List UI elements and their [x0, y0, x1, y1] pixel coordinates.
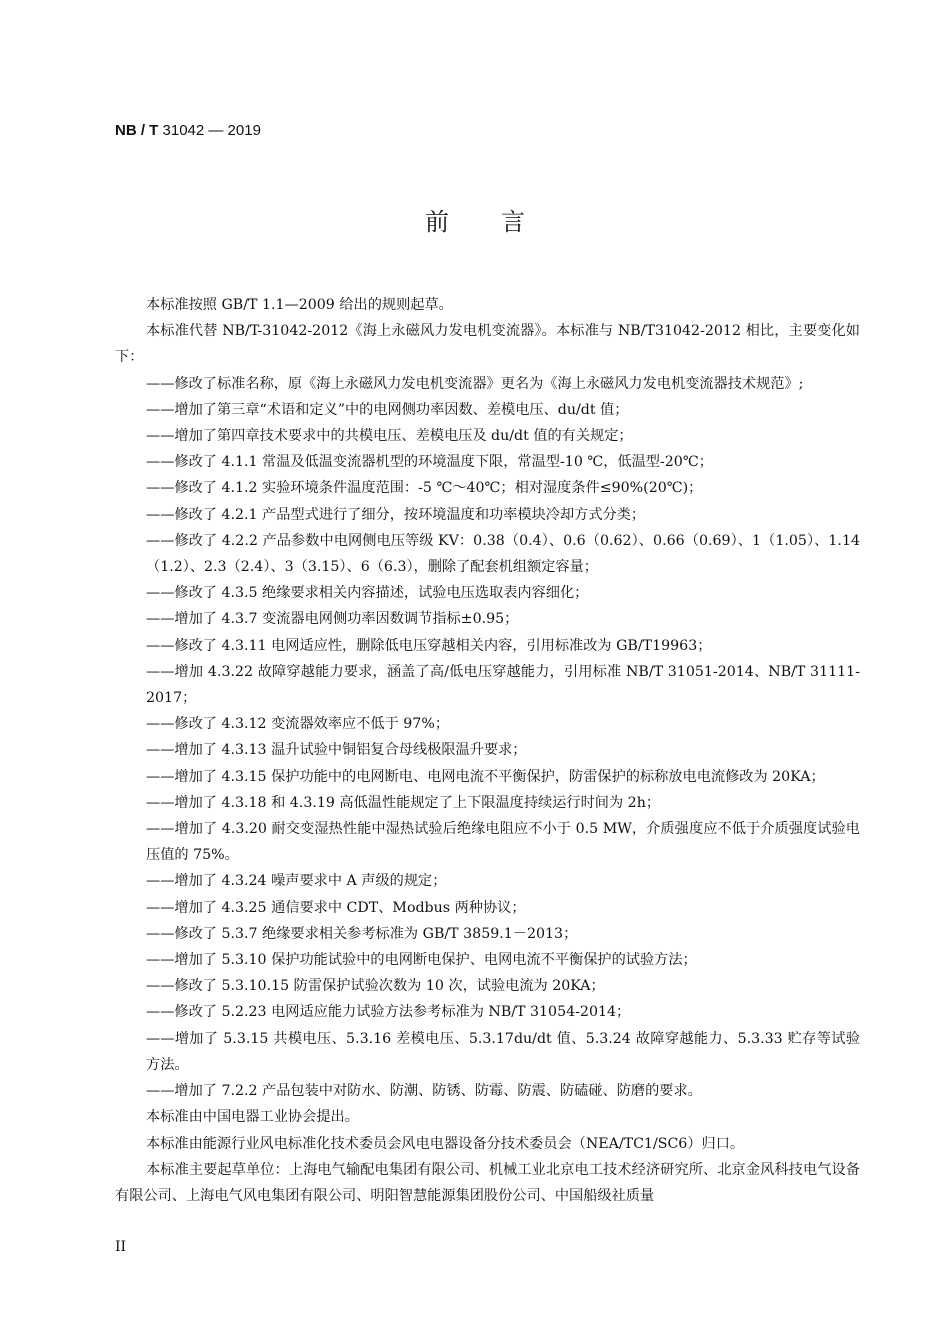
change-list-item: ——增加了 4.3.25 通信要求中 CDT、Modbus 两种协议； — [146, 899, 526, 916]
change-list-item: ——增加了 4.3.24 噪声要求中 A 声级的规定； — [146, 873, 447, 890]
change-list-item: ——修改了 4.1.2 实验环境条件温度范围：-5 ℃～40℃；相对湿度条件≤90%(20℃)； — [146, 480, 703, 497]
change-list-item: ——修改了 5.3.10.15 防雷保护试验次数为 10 次，试验电流为 20KA； — [146, 978, 605, 995]
paragraph: 本标准代替 NB/T-31042-2012《海上永磁风力发电机变流器》。本标准与 NB/T31042-2012 相比，主要变化如下： — [115, 323, 860, 366]
document-header — [115, 121, 261, 141]
change-list-item: ——增加了 4.3.15 保护功能中的电网断电、电网电流不平衡保护，防雷保护的标称放电电流修改为 20KA； — [146, 768, 825, 785]
change-list-item: ——增加了 4.3.20 耐交变湿热性能中湿热试验后绝缘电阻应不小于 0.5 MW，介质强度应不低于介质强度试验电压值的 75%。 — [146, 821, 860, 864]
change-list-item: ——修改了 4.3.12 变流器效率应不低于 97%； — [146, 716, 450, 733]
change-list-item: ——修改了 4.2.2 产品参数中电网侧电压等级 KV：0.38（0.4）、0.6（0.62）、0.66（0.69）、1（1.05）、1.14（1.2）、2.3（2.4）、3（3.15）、6（6.3），删除了配套机组额定容量； — [146, 532, 860, 576]
change-list-item: ——修改了标准名称，原《海上永磁风力发电机变流器》更名为《海上永磁风力发电机变流器技术规范》; — [146, 375, 804, 392]
change-list-item: ——增加了 7.2.2 产品包装中对防水、防潮、防锈、防霉、防震、防磕碰、防磨的要求。 — [146, 1083, 702, 1100]
change-list-item: ——修改了 5.2.23 电网适应能力试验方法参考标准为 NB/T 31054-2014； — [146, 1004, 631, 1021]
paragraph: 本标准按照 GB/T 1.1—2009 给出的规则起草。 — [146, 297, 453, 313]
change-list-item: ——增加了 4.3.18 和 4.3.19 高低温性能规定了上下限温度持续运行时间为 2h； — [146, 794, 661, 811]
change-list-item: ——修改了 4.2.1 产品型式进行了细分，按环境温度和功率模块冷却方式分类； — [146, 506, 646, 523]
change-list-item: ——修改了 5.3.7 绝缘要求相关参考标准为 GB/T 3859.1－2013； — [146, 925, 578, 942]
change-list-item: ——修改了 4.1.1 常温及低温变流器机型的环境温度下限，常温型-10 ℃，低温型-20℃； — [146, 454, 713, 471]
change-list-item: ——增加了 4.3.7 变流器电网侧功率因数调节指标±0.95； — [146, 611, 519, 628]
foreword-body — [115, 292, 860, 1209]
change-list-item: ——增加了第四章技术要求中的共模电压、差模电压及 du/dt 值的有关规定； — [146, 428, 633, 445]
paragraph: 本标准由能源行业风电标准化技术委员会风电电器设备分技术委员会（NEA/TC1/SC6）归口。 — [146, 1135, 745, 1152]
change-list-item: ——修改了 4.3.11 电网适应性，删除低电压穿越相关内容，引用标准改为 GB/T19963； — [146, 637, 712, 654]
standard-number: 31042 — 2019 — [162, 122, 261, 139]
standard-code: NB / T — [115, 122, 159, 139]
page-number: II — [115, 1239, 127, 1255]
change-list-item: ——增加了 5.3.15 共模电压、5.3.16 差模电压、5.3.17du/dt 值、5.3.24 故障穿越能力、5.3.33 贮存等试验方法。 — [146, 1030, 860, 1073]
change-list-item: ——增加了 4.3.13 温升试验中铜铝复合母线极限温升要求； — [146, 742, 527, 759]
change-list-item: ——增加 4.3.22 故障穿越能力要求，涵盖了高/低电压穿越能力，引用标准 NB/T 31051-2014、NB/T 31111-2017； — [146, 663, 860, 707]
change-list-item: ——增加了第三章“术语和定义”中的电网侧功率因数、差模电压、du/dt 值； — [146, 401, 629, 418]
page-title: 前言 — [425, 208, 577, 236]
paragraph: 本标准由中国电器工业协会提出。 — [146, 1109, 359, 1126]
paragraph: 本标准主要起草单位：上海电气输配电集团有限公司、机械工业北京电工技术经济研究所、北京金风科技电气设备有限公司、上海电气风电集团有限公司、明阳智慧能源集团股份公司、中国船级社质量 — [115, 1161, 860, 1204]
change-list-item: ——增加了 5.3.10 保护功能试验中的电网断电保护、电网电流不平衡保护的试验方法； — [146, 952, 697, 969]
change-list-item: ——修改了 4.3.5 绝缘要求相关内容描述，试验电压选取表内容细化； — [146, 585, 589, 602]
